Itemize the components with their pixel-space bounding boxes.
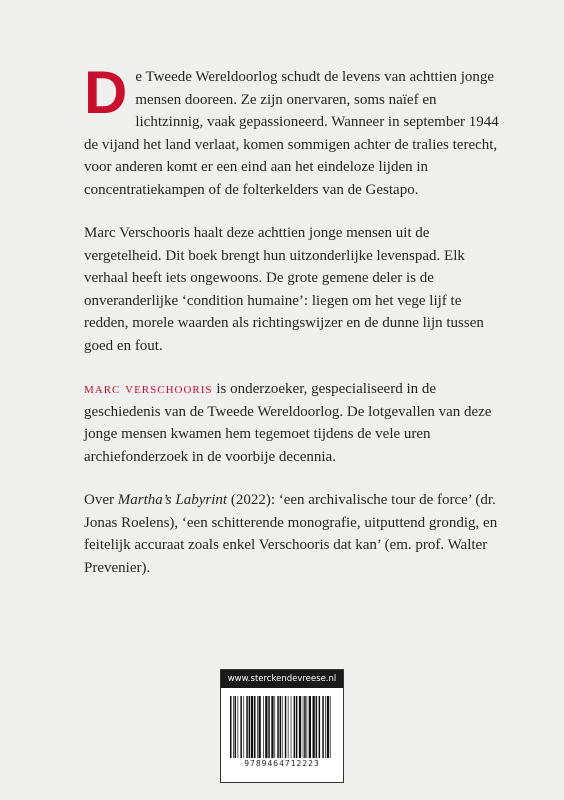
intro-paragraph	[84, 59, 504, 201]
barcode-bar	[291, 696, 292, 758]
barcode-bar	[257, 696, 258, 758]
author-bio-text: is onderzoeker, gespecialiseerd in de geschiedenis van de Tweede Wereldoorlog. De lotgevallen van deze jonge mensen kwamen hem tegemoet tijdens de vele uren archiefonderzoek in de voorbije decennia.	[84, 381, 492, 465]
barcode-bar	[265, 696, 267, 758]
author-name: marc verschooris	[84, 381, 213, 397]
barcode-bar	[288, 696, 289, 758]
barcode-bar	[285, 696, 287, 758]
publisher-website: www.sterckendevreese.nl	[221, 670, 343, 688]
barcode-bar	[327, 696, 329, 758]
review-prefix: Over	[84, 492, 118, 508]
barcode-bar	[296, 696, 298, 758]
isbn-number: 9789464712223	[244, 759, 320, 768]
barcode-bar	[271, 696, 273, 758]
barcode-bar	[238, 696, 239, 758]
barcode-bar	[235, 696, 237, 758]
barcode-bar	[263, 696, 264, 758]
barcode-bar	[246, 696, 248, 758]
drop-cap: D	[84, 59, 128, 126]
barcode-bar	[299, 696, 301, 758]
barcode-bar	[268, 696, 270, 758]
barcode-bar	[243, 696, 244, 758]
barcode-bar	[325, 696, 326, 758]
barcode-bar	[313, 696, 315, 758]
barcode-bar	[294, 696, 296, 758]
barcode-bar	[240, 696, 242, 758]
summary-paragraph: Marc Verschooris haalt deze achttien jonge mensen uit de vergetelheid. Dit boek brengt hun uitzonderlijke levenspad. Elk verhaal heeft iets ongewoons. De grote gemene deler is de onveranderlijke ‘condition humaine’: liegen om het vege lijf te redden, morele waarden als richtingswijzer en de dunne lijn tussen goed en fout.	[84, 225, 484, 354]
barcode-bar	[319, 696, 321, 758]
barcode-bar	[307, 696, 308, 758]
barcode-bar	[259, 696, 261, 758]
barcode-bar	[277, 696, 279, 758]
barcode-bar	[322, 696, 324, 758]
barcode-bar	[274, 696, 275, 758]
barcode-block	[220, 669, 344, 783]
barcode-bar	[249, 696, 251, 758]
previous-book-title: Martha’s Labyrint	[117, 492, 228, 508]
barcode-bar	[303, 696, 304, 758]
barcode-bar	[280, 696, 282, 758]
review-quote	[84, 489, 504, 579]
barcode-bar	[254, 696, 256, 758]
barcode-bar	[330, 696, 331, 758]
barcode-bar	[230, 696, 232, 758]
intro-text: e Tweede Wereldoorlog schudt de levens van achttien jonge mensen dooreen. Ze zijn onervaren, soms naïef en lichtzinnig, vaak gepassioneerd. Wanneer in september 1944 de vijand het land verlaat, komen sommigen achter de tralies terecht, voor anderen komt er een eind aan het eindeloze lijden in concentratiekampen of de folterkelders van de Gestapo.	[84, 69, 499, 198]
barcode-bar	[233, 696, 234, 758]
back-cover-text	[84, 59, 504, 600]
barcode-bar	[251, 696, 253, 758]
author-bio	[84, 378, 504, 468]
barcode-bar	[316, 696, 318, 758]
barcode-bar	[309, 696, 311, 758]
barcode-bars	[228, 696, 336, 758]
barcode-bar	[282, 696, 283, 758]
review-text: (2022): ‘een archivalische tour de force’ (dr. Jonas Roelens), ‘een schitterende monografie, uitputtend grondig, en feitelijk accuraat zoals enkel Verschooris dat kan’ (em. prof. Walter Prevenier).	[84, 492, 498, 576]
barcode-bar	[304, 696, 306, 758]
